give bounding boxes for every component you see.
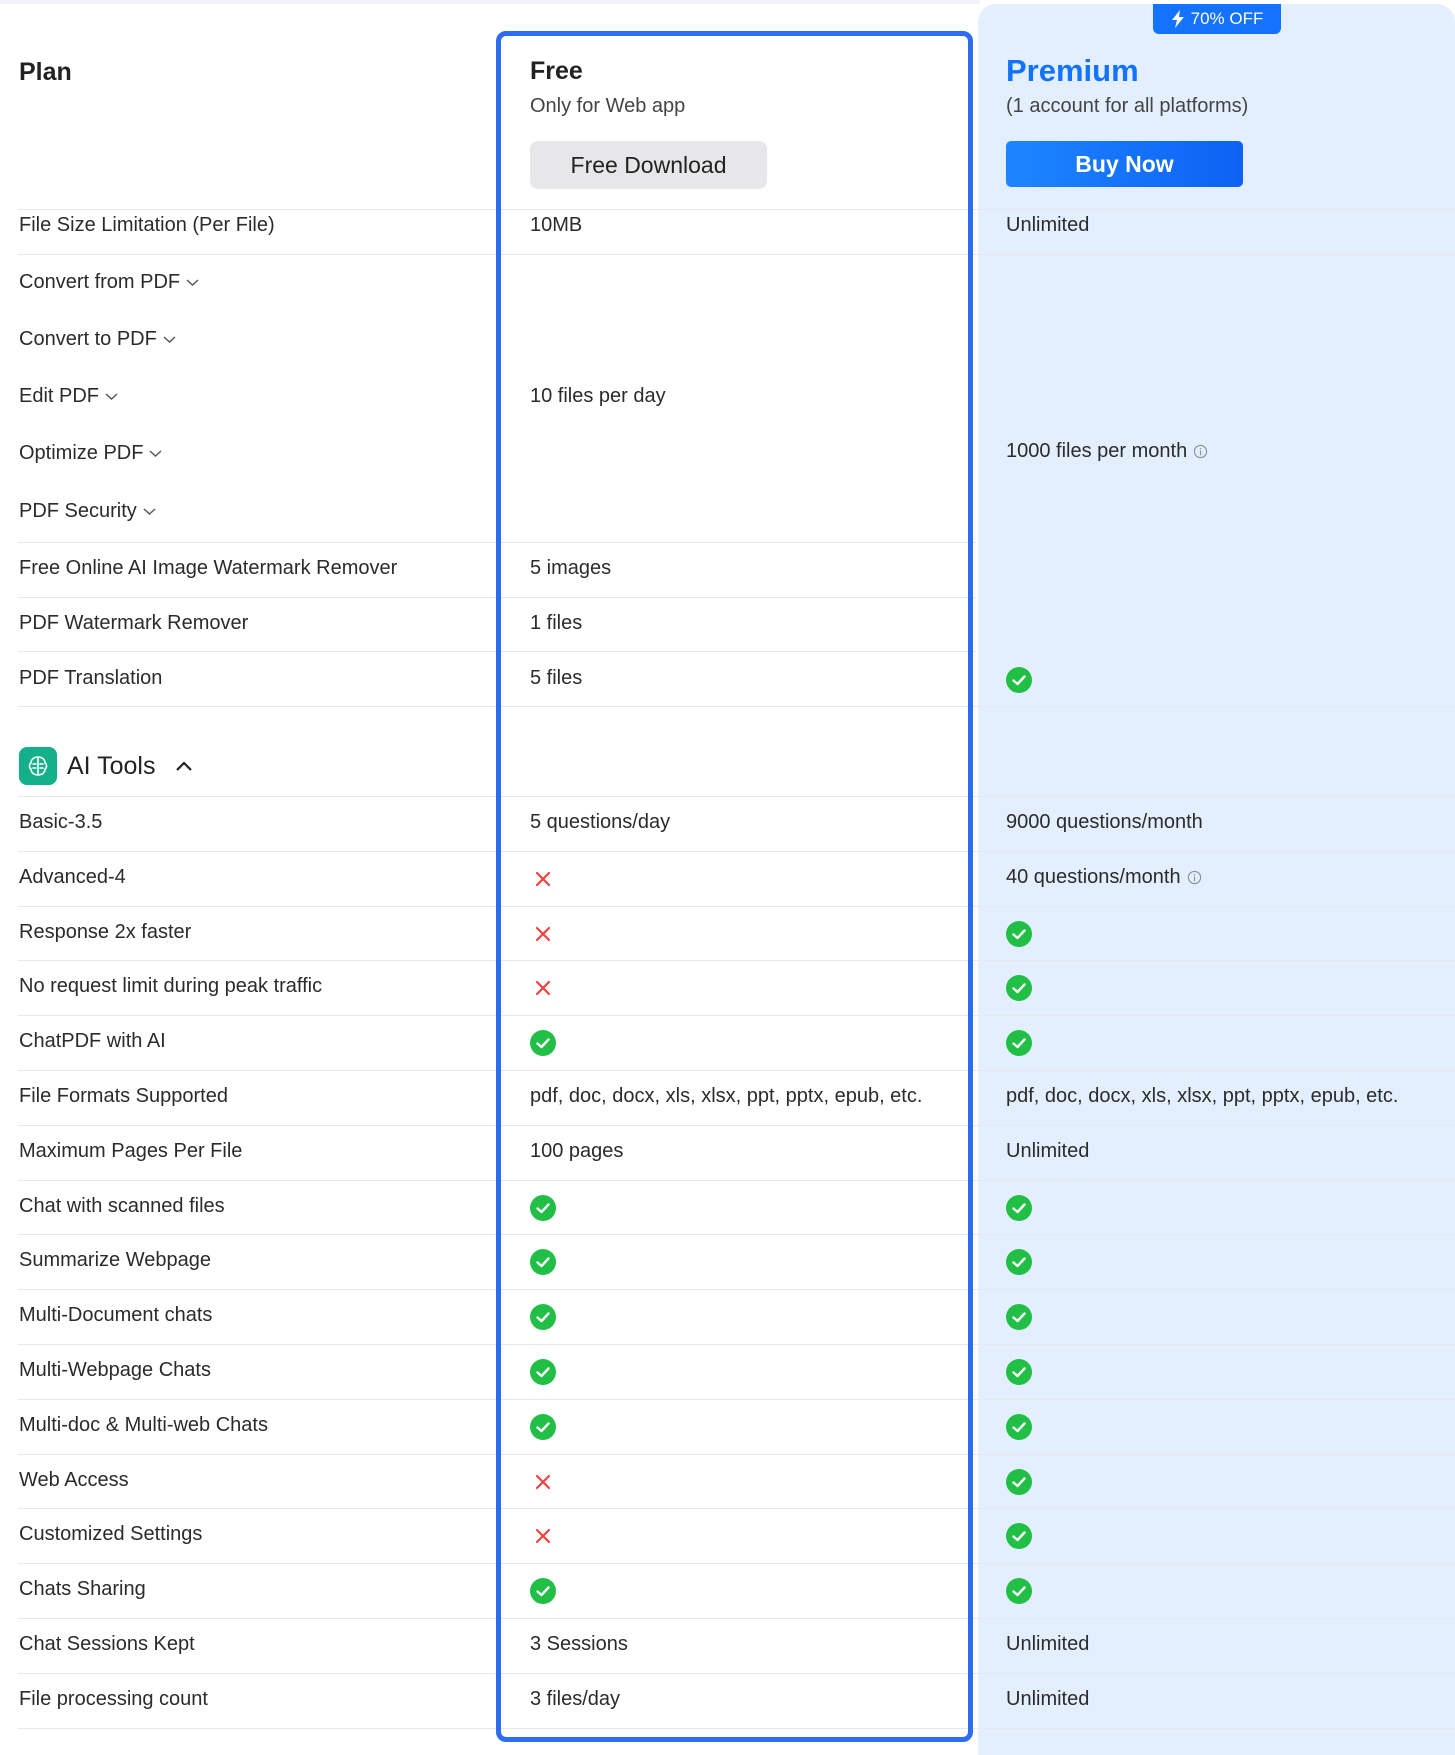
free-value — [530, 1195, 556, 1221]
chevron-down-icon — [163, 335, 176, 344]
free-value — [530, 1469, 556, 1495]
free-value — [530, 1523, 556, 1549]
premium-value — [1006, 1469, 1032, 1495]
feature-label: Customized Settings — [19, 1523, 203, 1545]
premium-value — [1006, 1304, 1032, 1330]
cross-icon — [530, 975, 556, 1001]
free-value — [530, 1633, 628, 1656]
free-value — [530, 975, 556, 1001]
feature-label: ChatPDF with AI — [19, 1030, 166, 1052]
premium-value-text: 9000 questions/month — [1006, 811, 1203, 833]
check-icon — [1006, 667, 1032, 693]
check-icon — [1006, 1304, 1032, 1330]
free-download-button[interactable]: Free Download — [530, 141, 767, 189]
cross-icon — [530, 1523, 556, 1549]
row-divider — [18, 851, 1455, 852]
check-icon — [1006, 1523, 1032, 1549]
cross-icon — [530, 921, 556, 947]
feature-label: Chat with scanned files — [19, 1195, 225, 1217]
chevron-down-icon — [105, 392, 118, 401]
row-divider — [18, 1125, 1455, 1126]
free-value — [530, 1140, 623, 1163]
feature-label: Optimize PDF — [19, 442, 144, 464]
feature-label: Response 2x faster — [19, 921, 192, 943]
free-value — [530, 811, 670, 834]
check-icon — [530, 1195, 556, 1221]
feature-label: Convert to PDF — [19, 328, 157, 350]
free-value-text: 100 pages — [530, 1140, 624, 1162]
top-divider — [0, 0, 980, 4]
row-divider — [18, 706, 1455, 707]
row-divider — [18, 1728, 1455, 1729]
chevron-down-icon — [186, 278, 199, 287]
check-icon — [1006, 921, 1032, 947]
ai-tools-section-toggle[interactable] — [19, 747, 193, 785]
cross-icon — [530, 1469, 556, 1495]
free-value: 5 images — [530, 557, 612, 579]
premium-value — [1006, 1523, 1032, 1549]
row-divider — [18, 960, 1455, 961]
lightning-icon — [1171, 10, 1185, 28]
feature-label: Basic-3.5 — [19, 811, 103, 833]
row-divider — [18, 597, 976, 598]
feature-label: Multi-doc & Multi-web Chats — [19, 1414, 268, 1436]
premium-plan-subtitle: (1 account for all platforms) — [1006, 95, 1249, 117]
premium-value — [1006, 1195, 1032, 1221]
feature-label: PDF Watermark Remover — [19, 612, 249, 634]
row-divider — [18, 1234, 1455, 1235]
buy-now-button[interactable]: Buy Now — [1006, 141, 1243, 187]
check-icon — [1006, 1195, 1032, 1221]
feature-label: PDF Translation — [19, 667, 163, 689]
free-value — [530, 1030, 556, 1056]
chevron-down-icon — [149, 449, 162, 458]
check-icon — [530, 1030, 556, 1056]
discount-badge — [1153, 4, 1281, 34]
premium-value — [1006, 1414, 1032, 1440]
row-divider — [18, 906, 1455, 907]
chevron-up-icon — [175, 760, 193, 772]
premium-value — [1006, 1085, 1398, 1108]
row-divider — [18, 1180, 1455, 1181]
row-divider — [18, 1344, 1455, 1345]
row-divider — [18, 209, 1455, 210]
check-icon — [530, 1304, 556, 1330]
free-value: 1 files — [530, 612, 583, 634]
free-value — [530, 1578, 556, 1604]
free-plan-title: Free — [530, 57, 583, 85]
free-plan-subtitle: Only for Web app — [530, 95, 686, 117]
free-value-text: 5 questions/day — [530, 811, 671, 833]
premium-value — [1006, 866, 1202, 889]
feature-label: Multi-Document chats — [19, 1304, 213, 1326]
check-icon — [530, 1359, 556, 1385]
feature-label: Convert from PDF — [19, 271, 181, 293]
discount-badge-text: 70% OFF — [1190, 9, 1264, 28]
premium-plan-title: Premium — [1006, 53, 1139, 88]
feature-label: Advanced-4 — [19, 866, 126, 888]
free-value — [530, 1304, 556, 1330]
check-icon — [530, 1414, 556, 1440]
premium-value-text: Unlimited — [1006, 1688, 1090, 1710]
free-value-text: pdf, doc, docx, xls, xlsx, ppt, pptx, epub, etc. — [530, 1085, 923, 1107]
feature-label: File processing count — [19, 1688, 208, 1710]
free-value — [530, 1414, 556, 1440]
premium-value-text: 40 questions/month — [1006, 866, 1181, 888]
feature-edit-pdf[interactable] — [19, 385, 118, 408]
premium-value — [1006, 1249, 1032, 1275]
check-icon — [1006, 975, 1032, 1001]
premium-value-text: Unlimited — [1006, 1140, 1090, 1162]
premium-group-text: 1000 files per month — [1006, 440, 1188, 462]
feature-label: Edit PDF — [19, 385, 100, 407]
check-icon — [1006, 1359, 1032, 1385]
check-icon — [1006, 1469, 1032, 1495]
premium-value — [1006, 1030, 1032, 1056]
row-divider — [18, 1618, 1455, 1619]
free-value: 10MB — [530, 214, 583, 236]
feature-pdf-security[interactable] — [19, 500, 156, 523]
free-value — [530, 1688, 620, 1711]
check-icon — [530, 1249, 556, 1275]
feature-label: Summarize Webpage — [19, 1249, 211, 1271]
chevron-down-icon — [143, 507, 156, 516]
premium-value — [1006, 921, 1032, 947]
premium-value — [1006, 811, 1203, 834]
free-value — [530, 921, 556, 947]
info-icon[interactable] — [1193, 444, 1208, 459]
feature-label: Free Online AI Image Watermark Remover — [19, 557, 398, 579]
row-divider — [18, 1289, 1455, 1290]
row-divider — [18, 796, 1455, 797]
row-divider — [18, 651, 976, 652]
row-divider — [18, 1399, 1455, 1400]
check-icon — [1006, 1030, 1032, 1056]
feature-label: Multi-Webpage Chats — [19, 1359, 211, 1381]
feature-label: Chats Sharing — [19, 1578, 146, 1600]
check-icon — [1006, 1414, 1032, 1440]
premium-value — [1006, 975, 1032, 1001]
free-value-text: 3 Sessions — [530, 1633, 628, 1655]
free-group-value: 10 files per day — [530, 385, 666, 407]
check-icon — [530, 1578, 556, 1604]
cross-icon — [530, 866, 556, 892]
row-divider — [18, 1508, 1455, 1509]
premium-value — [1006, 1688, 1089, 1711]
plan-header: Plan — [19, 58, 72, 86]
free-value-text: 3 files/day — [530, 1688, 621, 1710]
feature-convert-from-pdf[interactable] — [19, 271, 199, 294]
feature-label: File Size Limitation (Per File) — [19, 214, 275, 236]
brain-icon — [19, 747, 57, 785]
premium-group-value — [1006, 440, 1208, 463]
check-icon — [1006, 1249, 1032, 1275]
feature-optimize-pdf[interactable] — [19, 442, 162, 465]
free-value: 5 files — [530, 667, 583, 689]
free-column-highlight — [496, 31, 973, 1742]
feature-label: Chat Sessions Kept — [19, 1633, 195, 1655]
row-divider — [18, 1015, 1455, 1016]
feature-label: File Formats Supported — [19, 1085, 228, 1107]
premium-value-text: pdf, doc, docx, xls, xlsx, ppt, pptx, epub, etc. — [1006, 1085, 1399, 1107]
feature-label: PDF Security — [19, 500, 137, 522]
free-value — [530, 1249, 556, 1275]
free-value — [530, 866, 556, 892]
feature-convert-to-pdf[interactable] — [19, 328, 176, 351]
row-divider — [18, 1070, 1455, 1071]
feature-label: Web Access — [19, 1469, 129, 1491]
row-divider — [18, 1454, 1455, 1455]
premium-value: Unlimited — [1006, 214, 1090, 236]
feature-label: Maximum Pages Per File — [19, 1140, 243, 1162]
premium-value — [1006, 1140, 1089, 1163]
premium-value — [1006, 1578, 1032, 1604]
free-value — [530, 1085, 922, 1108]
premium-value — [1006, 1633, 1089, 1656]
feature-label: No request limit during peak traffic — [19, 975, 323, 997]
row-divider — [18, 1563, 1455, 1564]
info-icon[interactable] — [1187, 870, 1202, 885]
ai-tools-label: AI Tools — [67, 751, 156, 780]
row-divider — [18, 542, 976, 543]
premium-value — [1006, 1359, 1032, 1385]
row-divider — [18, 1673, 1455, 1674]
free-value — [530, 1359, 556, 1385]
check-icon — [1006, 1578, 1032, 1604]
premium-value-text: Unlimited — [1006, 1633, 1090, 1655]
row-divider — [18, 254, 1455, 255]
